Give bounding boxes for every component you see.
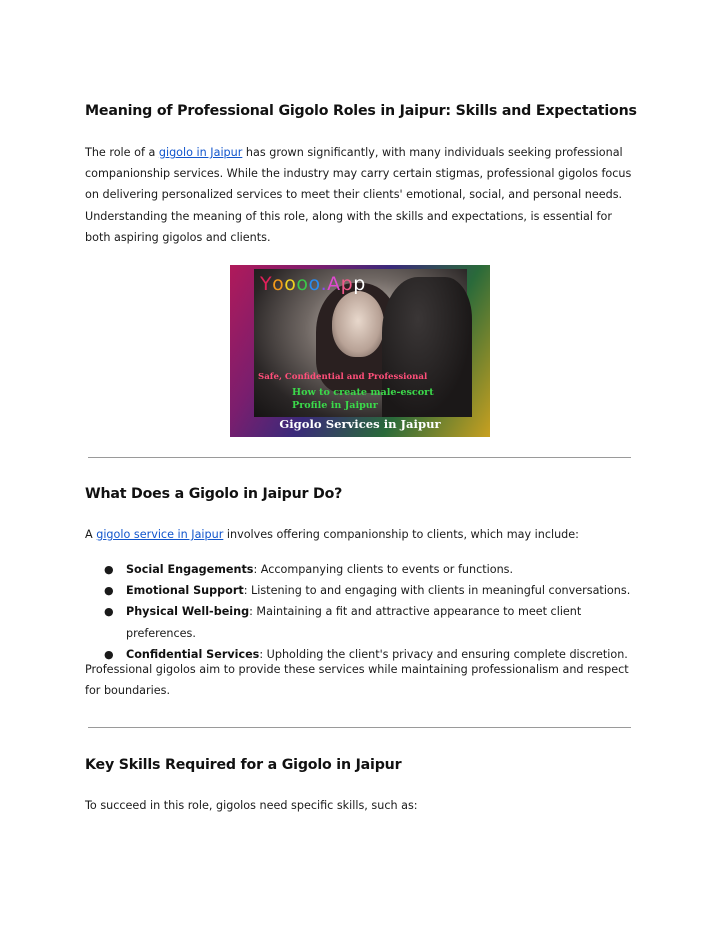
section-heading-skills: Key Skills Required for a Gigolo in Jaipur xyxy=(85,757,402,773)
list-item xyxy=(85,559,645,580)
bullet-icon: ● xyxy=(104,647,114,661)
what-lead-paragraph xyxy=(85,524,635,545)
list-item-term: Social Engagements xyxy=(126,563,254,576)
what-lead-before: A xyxy=(85,528,97,541)
bullet-icon: ● xyxy=(104,563,114,576)
services-list xyxy=(85,559,645,665)
hero-tagline: Safe, Confidential and Professional xyxy=(258,372,428,382)
hero-logo-letter: o xyxy=(284,273,297,295)
hero-logo-letter: p xyxy=(340,273,354,295)
hero-subtitle-line2: Profile in Jaipur xyxy=(292,400,378,411)
list-item-text: : Maintaining a fit and attractive appearance to meet client preferences. xyxy=(126,605,582,640)
intro-paragraph xyxy=(85,142,635,248)
divider-1 xyxy=(88,457,631,458)
what-closing-paragraph: Professional gigolos aim to provide these services while maintaining professionalism and respect for boundaries. xyxy=(85,663,629,698)
section-heading-what: What Does a Gigolo in Jaipur Do? xyxy=(85,486,343,502)
divider-2 xyxy=(88,727,631,728)
hero-logo-letter: Y xyxy=(260,273,273,295)
list-item-term: Confidential Services xyxy=(126,647,260,661)
list-item-term: Physical Well-being xyxy=(126,605,250,619)
woman-face-shape xyxy=(332,291,384,357)
bullet-icon: ● xyxy=(104,605,114,619)
intro-text-after: has grown significantly, with many individuals seeking professional companionship services. While the industry may carry certain stigmas, professional gigolos focus on delivering personalized services to meet their clients' emotional, social, and personal needs. Understanding the meaning of this role, along with the skills and expectations, is essential for both aspiring gigolos and clients. xyxy=(85,146,632,244)
hero-logo-letter: o xyxy=(296,273,309,295)
hero-logo-letter: o xyxy=(272,273,285,295)
list-item-term: Emotional Support xyxy=(126,584,244,598)
hero-subtitle xyxy=(292,386,434,412)
list-item-text: : Upholding the client's privacy and ensuring complete discretion. xyxy=(259,647,628,661)
list-item xyxy=(85,601,645,643)
gigolo-service-link[interactable]: gigolo service in Jaipur xyxy=(96,528,224,541)
list-item-text: : Accompanying clients to events or functions. xyxy=(253,563,514,576)
bullet-icon: ● xyxy=(104,584,114,598)
skills-lead-paragraph: To succeed in this role, gigolos need specific skills, such as: xyxy=(85,799,418,812)
intro-text-before: The role of a xyxy=(85,146,159,159)
what-lead-after: involves offering companionship to clients, which may include: xyxy=(223,528,579,541)
hero-logo-letter: p xyxy=(353,273,366,295)
hero-logo-letter: o xyxy=(308,273,321,295)
list-item xyxy=(85,580,645,601)
hero-caption: Gigolo Services in Jaipur xyxy=(279,417,441,431)
gigolo-in-jaipur-link[interactable]: gigolo in Jaipur xyxy=(158,146,243,159)
hero-subtitle-line1: How to create male-escort xyxy=(292,387,434,398)
hero-logo xyxy=(260,273,366,295)
hero-image xyxy=(230,265,490,437)
list-item-text: : Listening to and engaging with clients in meaningful conversations. xyxy=(243,584,631,598)
hero-logo-letter: A xyxy=(327,273,341,295)
hero-logo-letter: . xyxy=(320,273,328,295)
page-title: Meaning of Professional Gigolo Roles in Jaipur: Skills and Expectations xyxy=(85,103,637,119)
